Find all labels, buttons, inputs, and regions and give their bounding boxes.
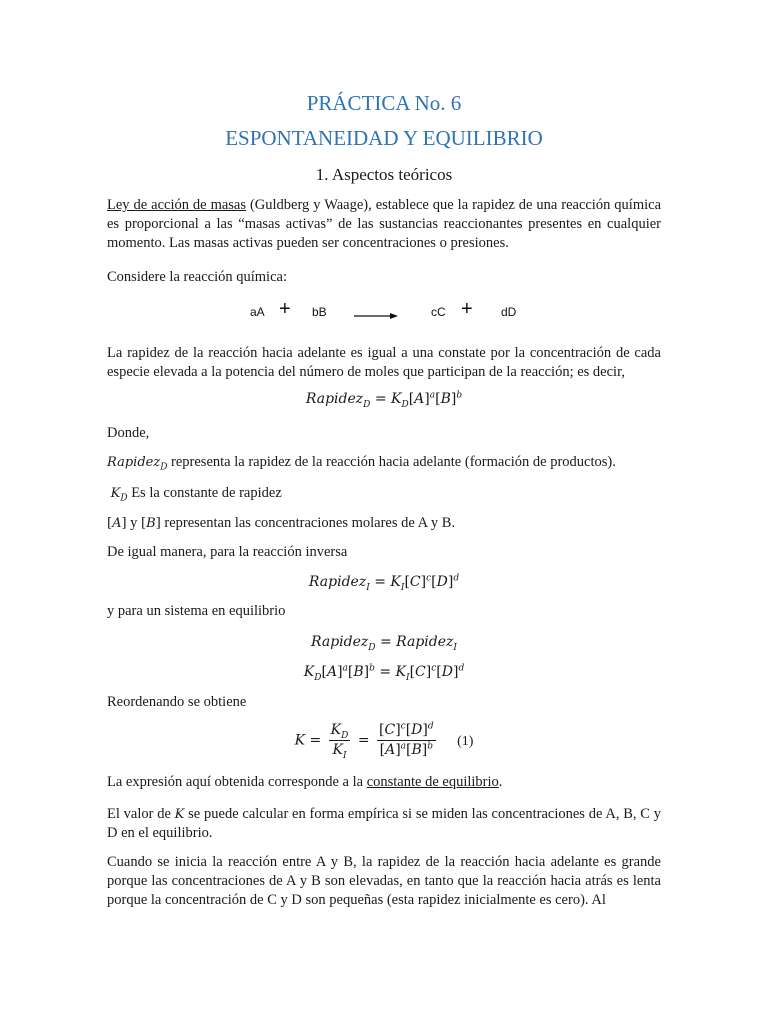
equation-rapidez-inversa: Rapidez$_I$ = $K_I[C]^c[D]^d$ bbox=[308, 573, 460, 593]
equation-equilibrio-concentraciones: $K_D[A]^a[B]^b = K_I[C]^c[D]^d$ bbox=[303, 663, 465, 683]
paragraph-constante: La expresión aquí obtenida corresponde a la constante de equilibrio. bbox=[107, 774, 503, 790]
paragraph-considere: Considere la reacción química: bbox=[107, 269, 287, 285]
plus-sign: + bbox=[461, 298, 473, 320]
practice-number: PRÁCTICA No. 6 bbox=[306, 91, 462, 115]
product-c: cC bbox=[431, 305, 446, 319]
paragraph-valor-k: El valor de K se puede calcular en forma empírica si se miden las concentraciones de A, B, C y D en el equilibrio. bbox=[107, 806, 661, 841]
definition-concentraciones: [A] y [B] representan las concentraciones molares de A y B. bbox=[107, 515, 456, 531]
term-ley-accion-masas: Ley de acción de masas bbox=[107, 197, 247, 213]
paragraph-equilibrio: y para un sistema en equilibrio bbox=[107, 603, 286, 619]
paragraph-reaccion-inversa: De igual manera, para la reacción inversa bbox=[107, 544, 348, 560]
paragraph-rapidez-adelante: La rapidez de la reacción hacia adelante es igual a una constate por la concentración de cada especie elevada a la potencia del número de moles que participan de la reacción; es decir, bbox=[107, 345, 661, 380]
paragraph-donde: Donde, bbox=[107, 425, 150, 441]
paragraph-reordenando: Reordenando se obtiene bbox=[107, 694, 247, 710]
definition-rapidez-d: Rapidez$_D$ representa la rapidez de la reacción hacia adelante (formación de productos). bbox=[107, 454, 616, 473]
term-constante-equilibrio: constante de equilibrio bbox=[366, 774, 499, 790]
definition-kd: $K_D$ Es la constante de rapidez bbox=[110, 485, 282, 504]
paragraph-inicio-reaccion: Cuando se inicia la reacción entre A y B, la rapidez de la reacción hacia adelante es grande porque las concentraciones de A y B son elevadas, en tanto que la reacción hacia atrás es lenta porque la concentración de C y D son pequeñas (esta rapidez inicialmente es cero). Al bbox=[107, 854, 661, 908]
page-title: ESPONTANEIDAD Y EQUILIBRIO bbox=[225, 126, 543, 150]
reaction-arrow-icon bbox=[354, 313, 398, 319]
paragraph-text: (Guldberg y Waage), establece que la rapidez de una reacción química es proporcional a las “masas activas” de las sustancias reaccionantes presentes en cualquier momento. Las masas activas pueden ser concentraciones o presiones. bbox=[107, 197, 662, 251]
equation-constante-equilibrio: K = $\frac{K_D}{K_I}$ = $\frac{[C]^c[D]^d}{[A]^a[B]^b}$ (1) bbox=[294, 721, 474, 761]
reactant-b: bB bbox=[312, 305, 327, 319]
section-heading: 1. Aspectos teóricos bbox=[315, 165, 453, 184]
plus-sign: + bbox=[279, 298, 291, 320]
equation-rapidez-directa: Rapidez$_D$ = $K_D[A]^a[B]^b$ bbox=[305, 390, 463, 410]
reactant-a: aA bbox=[250, 305, 265, 319]
paragraph-ley-accion-masas bbox=[107, 196, 661, 253]
equation-rapidez-igualdad: Rapidez$_D$ = Rapidez$_I$ bbox=[311, 634, 457, 653]
equation-number: (1) bbox=[457, 733, 474, 749]
product-d: dD bbox=[501, 305, 517, 319]
